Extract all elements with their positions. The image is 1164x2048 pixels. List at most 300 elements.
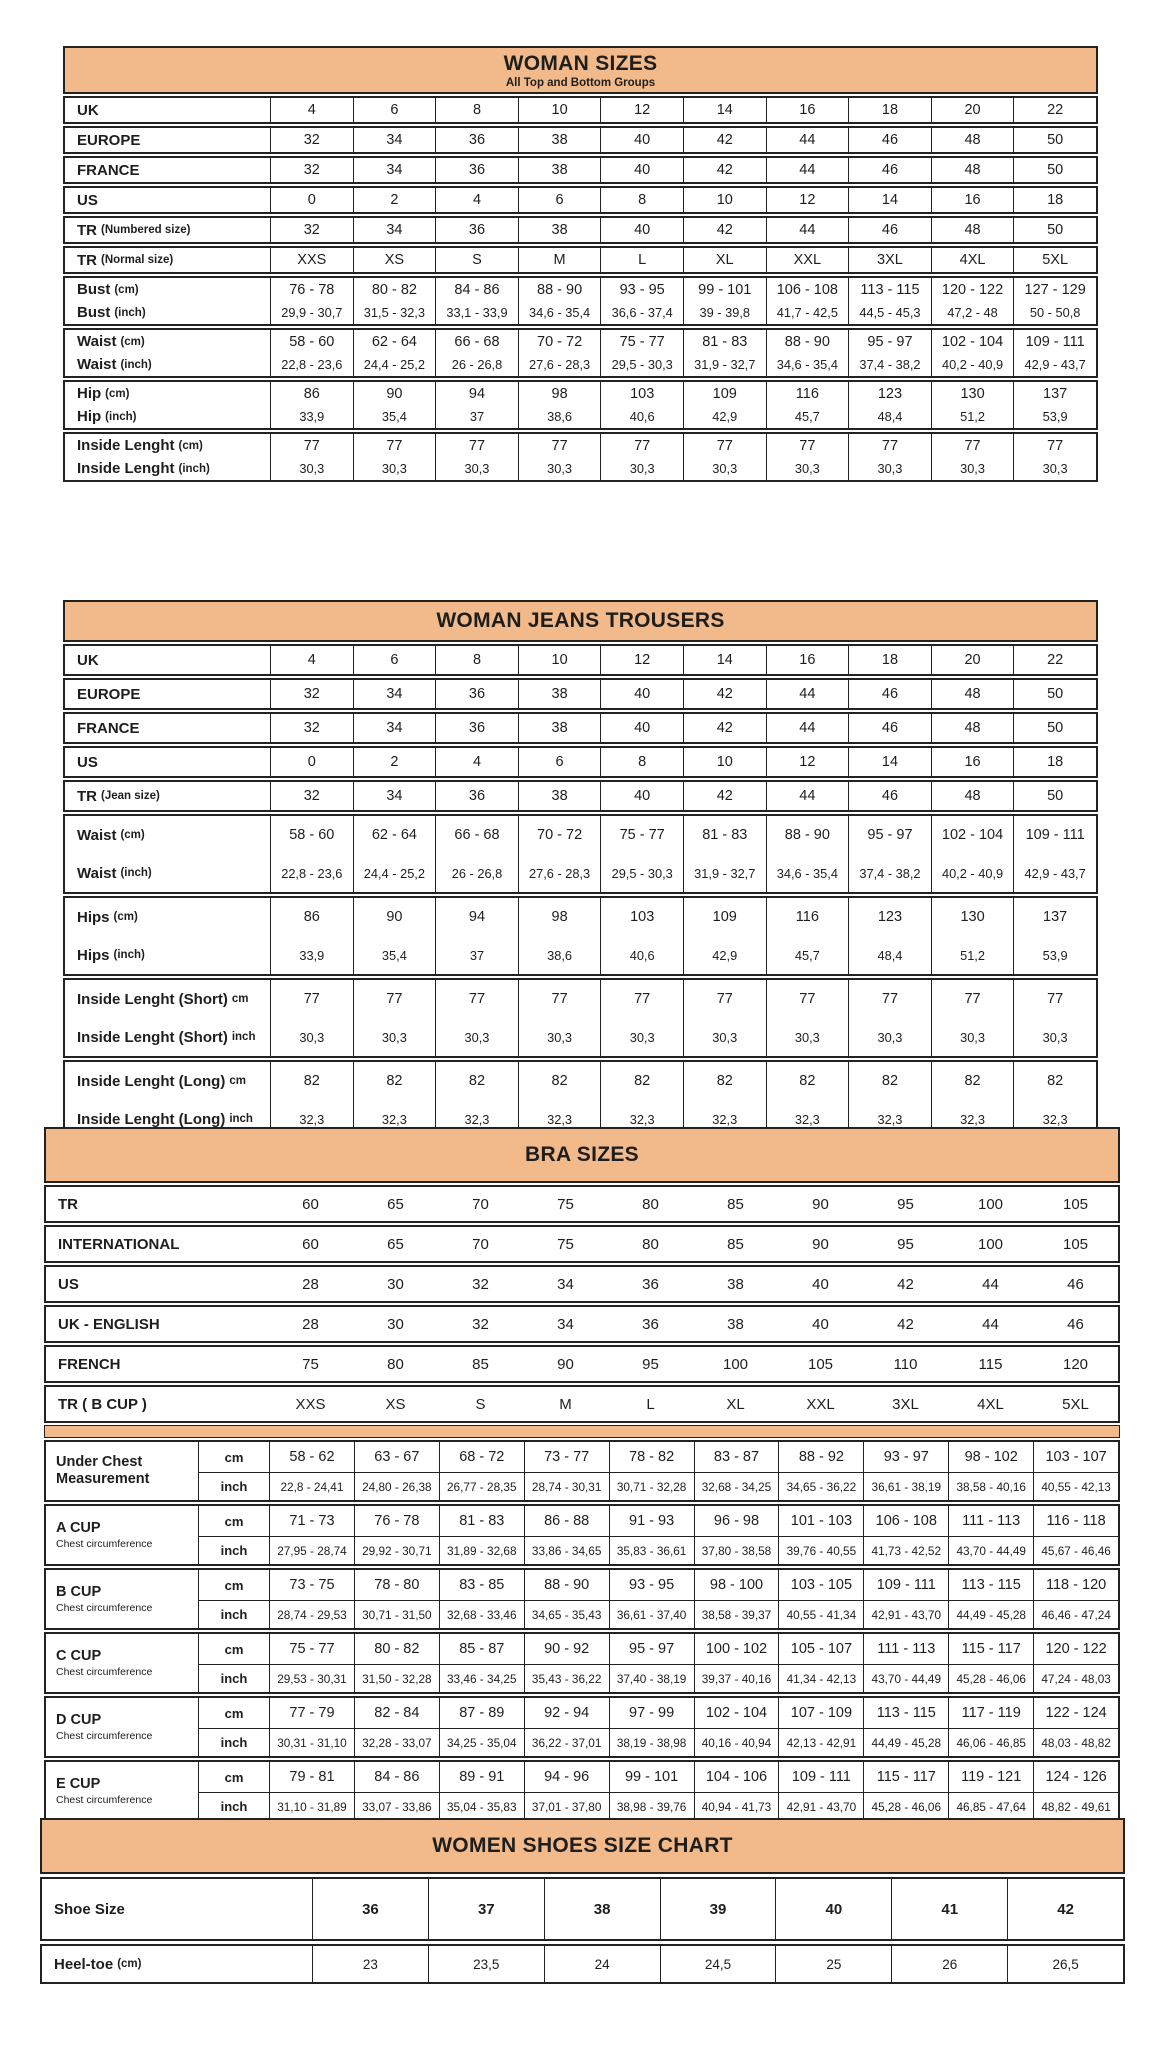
size-cell: 99 - 101 [683,278,766,301]
size-cell: 35,43 - 36,22 [524,1665,609,1692]
size-cell: 37,80 - 38,58 [694,1537,779,1564]
section-divider [44,1425,1120,1438]
row-label-text: INTERNATIONAL [58,1235,180,1253]
table-row [65,898,1096,936]
size-cell: 80 [387,1355,404,1373]
woman-jeans-table [63,600,1098,1140]
size-cell: 36,6 - 37,4 [600,301,683,324]
size-cell: 39,37 - 40,16 [694,1665,779,1692]
size-cell: L [646,1395,655,1413]
size-cell: 37,01 - 37,80 [524,1793,609,1820]
size-cell: 0 [270,188,353,212]
size-cell: S [475,1395,486,1413]
size-cell: 22 [1013,646,1096,674]
size-cell: 36,61 - 38,19 [863,1473,948,1500]
size-cell: 50 - 50,8 [1013,301,1096,324]
size-cell: 77 [435,980,518,1018]
bra-size-row-group [44,1265,1120,1303]
row-label [46,1347,268,1381]
table-row [199,1536,1118,1564]
size-cell: 120 - 122 [931,278,1014,301]
size-cell: S [435,248,518,272]
size-cell: 89 - 91 [439,1762,524,1792]
size-cell: 32,3 [931,1100,1014,1138]
size-cell: 30,3 [600,1018,683,1056]
size-cell: 30,3 [600,457,683,480]
row-label [42,1946,312,1982]
size-cell: 38 [518,782,601,810]
row-label-text: C CUP [56,1648,102,1665]
size-cell: 106 - 108 [863,1506,948,1536]
size-cell: 88 - 90 [766,330,849,353]
size-cell: 24,4 - 25,2 [353,353,436,376]
size-cell: 44 [766,128,849,152]
size-cell: 32,3 [270,1100,353,1138]
row-label-note: (inch) [113,949,145,961]
size-cell: 2 [353,748,436,776]
row-label-text: FRANCE [77,161,140,179]
size-cell: 80 - 82 [353,278,436,301]
size-cell: 40,2 - 40,9 [931,353,1014,376]
table-row [65,980,1096,1018]
size-cell: 35,04 - 35,83 [439,1793,524,1820]
table-row [65,278,1096,301]
size-cell: 95 [897,1235,914,1253]
size-row-group [63,246,1098,274]
row-label-text: TR [77,221,97,239]
size-cell: 40,2 - 40,9 [931,854,1014,892]
size-cell: 40 [812,1275,829,1293]
size-cell: 100 [977,1195,1004,1213]
size-row-group [63,814,1098,894]
bra-cup-group [44,1632,1120,1694]
row-label-note: (cm) [178,439,203,452]
size-cell: 85 - 87 [439,1634,524,1664]
unit-label: inch [220,1479,248,1494]
size-cell: 44,5 - 45,3 [848,301,931,324]
size-cell: 40 [600,714,683,742]
table-row [65,434,1096,457]
size-cell: 77 [270,434,353,457]
size-cell: 102 - 104 [931,816,1014,854]
size-cell: 105 [807,1355,834,1373]
row-label [65,434,270,457]
table-row [46,1307,1118,1341]
size-cell: 44 [982,1315,999,1333]
table-row [199,1762,1118,1792]
size-cell: 79 - 81 [269,1762,354,1792]
size-cell: 103 [600,382,683,405]
size-cell: 4 [435,748,518,776]
size-cell: 102 - 104 [694,1698,779,1728]
size-cell: 88 - 92 [778,1442,863,1472]
size-cell: 20 [931,646,1014,674]
size-cell: 42,9 [683,405,766,428]
size-cell: 30,3 [683,1018,766,1056]
size-cell: 36,61 - 37,40 [609,1601,694,1628]
row-label [46,1762,198,1820]
size-cell: 42,9 [683,936,766,974]
size-cell: 77 [766,980,849,1018]
size-cell: 45,28 - 46,06 [948,1665,1033,1692]
size-cell: 29,92 - 30,71 [354,1537,439,1564]
size-cell: 8 [600,188,683,212]
size-cell: 80 - 82 [354,1634,439,1664]
size-cell: 30,3 [518,457,601,480]
row-label [65,816,270,854]
row-label-note: Chest circumference [56,1665,153,1678]
size-cell: 45,7 [766,405,849,428]
size-cell: 38 [518,218,601,242]
table-row [46,1187,1118,1221]
size-cell: 32,3 [600,1100,683,1138]
size-cell: 18 [1013,188,1096,212]
size-cell: 4 [435,188,518,212]
size-cell: 16 [766,98,849,122]
row-label-note: cm [231,993,249,1005]
size-cell: 26,77 - 28,35 [439,1473,524,1500]
size-cell: 106 - 108 [766,278,849,301]
woman-sizes-rows [63,96,1098,482]
row-label-text: B CUP [56,1584,102,1601]
size-cell: 85 [727,1235,744,1253]
size-cell: 28,74 - 30,31 [524,1473,609,1500]
row-label-note: Chest circumference [56,1601,153,1614]
row-label [65,680,270,708]
row-label-note: (inch) [178,462,210,475]
size-cell: 41 [891,1879,1007,1939]
size-cell: 34 [353,218,436,242]
table-row [65,218,1096,242]
size-cell: 44 [766,714,849,742]
size-cell: 8 [435,646,518,674]
size-cell: 82 [353,1062,436,1100]
size-cell: 27,6 - 28,3 [518,854,601,892]
size-cell: 82 [270,1062,353,1100]
size-cell: 24,80 - 26,38 [354,1473,439,1500]
size-cell: 77 [848,980,931,1018]
size-cell: 40 [600,680,683,708]
size-cell: 77 [931,980,1014,1018]
size-cell: 105 [1062,1195,1089,1213]
size-cell: 109 [683,382,766,405]
size-cell: 23,5 [428,1946,544,1982]
row-label [65,158,270,182]
size-cell: 36 [435,128,518,152]
size-cell: 39,76 - 40,55 [778,1537,863,1564]
size-cell: 38 [727,1275,744,1293]
size-cell: 26 - 26,8 [435,353,518,376]
size-cell: M [518,248,601,272]
size-cell: 93 - 97 [863,1442,948,1472]
size-cell: 12 [600,98,683,122]
size-cell: 42 [683,782,766,810]
bra-sizes-simple-rows [44,1185,1120,1423]
size-cell: XS [385,1395,406,1413]
size-cell: 40 [775,1879,891,1939]
table-row [199,1442,1118,1472]
size-cell: 42,13 - 42,91 [778,1729,863,1756]
size-cell: 94 [435,898,518,936]
table-row [42,1946,1123,1982]
table-title: WOMEN SHOES SIZE CHART [432,1834,733,1857]
size-cell: 65 [387,1235,404,1253]
size-cell: 90 [812,1195,829,1213]
size-cell: 48 [931,782,1014,810]
size-cell: 77 [848,434,931,457]
size-cell: 40 [600,158,683,182]
row-label [65,782,270,810]
size-cell: 118 - 120 [1033,1570,1118,1600]
row-label-text: Under Chest Measurement [56,1454,150,1487]
size-cell: 22,8 - 24,41 [269,1473,354,1500]
row-label-text: Bust [77,304,111,321]
size-cell: 116 [766,898,849,936]
size-cell: 36,22 - 37,01 [524,1729,609,1756]
size-cell: 30,3 [1013,457,1096,480]
row-label-text: Shoe Size [54,1900,125,1918]
table-row [65,680,1096,708]
size-cell: 58 - 60 [270,816,353,854]
size-cell: 38,6 [518,936,601,974]
size-cell: 6 [353,98,436,122]
size-row-group [63,126,1098,154]
shoes-rows [40,1877,1125,1984]
row-label [65,382,270,405]
size-cell: 60 [302,1195,319,1213]
row-label-text: Waist [77,826,117,844]
size-cell: 82 [518,1062,601,1100]
table-title: WOMAN JEANS TROUSERS [436,609,725,632]
size-cell: XL [683,248,766,272]
size-cell: 34 [353,128,436,152]
size-cell: 6 [353,646,436,674]
size-cell: 77 [1013,434,1096,457]
size-cell: 32,68 - 33,46 [439,1601,524,1628]
table-row [46,1227,1118,1261]
table-row [65,646,1096,674]
size-cell: 130 [931,382,1014,405]
size-cell: 4XL [977,1395,1004,1413]
size-row-group [63,276,1098,326]
size-cell: 10 [518,646,601,674]
size-cell: 40,6 [600,405,683,428]
table-row [65,248,1096,272]
table-row [46,1347,1118,1381]
size-cell: 46 [848,218,931,242]
size-cell: 20 [931,98,1014,122]
size-row-group [63,380,1098,430]
size-cell: 43,70 - 44,49 [948,1537,1033,1564]
size-cell: 40 [600,782,683,810]
size-cell: 86 [270,898,353,936]
row-label-text: Waist [77,333,117,350]
size-cell: L [600,248,683,272]
size-cell: 94 - 96 [524,1762,609,1792]
size-cell: 46 [848,680,931,708]
size-cell: 29,9 - 30,7 [270,301,353,324]
size-cell: 127 - 129 [1013,278,1096,301]
table-row [199,1664,1118,1692]
size-cell: 113 - 115 [848,278,931,301]
row-label [65,330,270,353]
table-row [199,1506,1118,1536]
size-row-group [63,978,1098,1058]
size-cell: 32 [270,680,353,708]
size-cell: 58 - 62 [269,1442,354,1472]
size-cell: 46,06 - 46,85 [948,1729,1033,1756]
size-cell: 42,91 - 43,70 [778,1793,863,1820]
row-label-text: Hip [77,408,102,425]
bra-cup-rows [44,1440,1120,1822]
row-label-text: Waist [77,356,117,373]
bra-sizes-header [44,1127,1120,1183]
size-cell: 38 [518,714,601,742]
size-cell: 47,24 - 48,03 [1033,1665,1118,1692]
table-row [65,158,1096,182]
shoes-header [40,1818,1125,1874]
size-cell: 68 - 72 [439,1442,524,1472]
size-cell: 78 - 80 [354,1570,439,1600]
size-cell: 32,3 [518,1100,601,1138]
size-cell: 5XL [1013,248,1096,272]
row-label-note: (cm) [117,1958,142,1970]
size-cell: 16 [931,188,1014,212]
size-cell: 40,94 - 41,73 [694,1793,779,1820]
size-cell: 46 [848,158,931,182]
size-cell: 94 [435,382,518,405]
size-cell: 34,65 - 36,22 [778,1473,863,1500]
row-label-note: (inch) [120,867,152,879]
size-cell: 90 [353,898,436,936]
size-cell: 31,89 - 32,68 [439,1537,524,1564]
size-cell: 50 [1013,714,1096,742]
unit-label: inch [220,1543,248,1558]
row-label [46,1187,268,1221]
size-cell: 5XL [1062,1395,1089,1413]
size-cell: 32,3 [353,1100,436,1138]
size-cell: 90 - 92 [524,1634,609,1664]
row-label-text: Inside Lenght (Long) [77,1110,226,1128]
size-cell: 40 [600,128,683,152]
size-cell: 38 [544,1879,660,1939]
size-cell: 78 - 82 [609,1442,694,1472]
size-cell: 36 [642,1315,659,1333]
size-cell: 24 [544,1946,660,1982]
size-cell: 30,3 [353,457,436,480]
size-cell: 34,6 - 35,4 [766,353,849,376]
size-cell: 42,91 - 43,70 [863,1601,948,1628]
size-cell: 93 - 95 [600,278,683,301]
size-cell: 63 - 67 [354,1442,439,1472]
bra-size-row-group [44,1185,1120,1223]
size-cell: 124 - 126 [1033,1762,1118,1792]
size-cell: 77 [435,434,518,457]
size-cell: 48 [931,218,1014,242]
size-cell: 38,19 - 38,98 [609,1729,694,1756]
table-row [65,1018,1096,1056]
size-cell: 87 - 89 [439,1698,524,1728]
size-cell: 117 - 119 [948,1698,1033,1728]
size-cell: 32 [270,782,353,810]
size-cell: 8 [600,748,683,776]
size-cell: 31,50 - 32,28 [354,1665,439,1692]
row-label-text: Hip [77,385,102,402]
size-cell: 122 - 124 [1033,1698,1118,1728]
size-cell: M [559,1395,572,1413]
size-cell: 48 [931,128,1014,152]
size-cell: 27,95 - 28,74 [269,1537,354,1564]
shoes-size-table [40,1818,1125,1984]
size-cell: 31,10 - 31,89 [269,1793,354,1820]
size-cell: 102 - 104 [931,330,1014,353]
size-cell: 47,2 - 48 [931,301,1014,324]
size-cell: 16 [766,646,849,674]
row-label-text: UK [77,651,99,669]
size-cell: 32,28 - 33,07 [354,1729,439,1756]
row-label-text: Hips [77,908,110,926]
size-cell: 38,98 - 39,76 [609,1793,694,1820]
table-row [199,1728,1118,1756]
row-label [65,98,270,122]
row-label-note: (cm) [114,283,139,296]
size-cell: 48,4 [848,405,931,428]
row-label [42,1879,312,1939]
size-cell: 75 [557,1235,574,1253]
row-label [65,188,270,212]
row-label-note: Chest circumference [56,1729,153,1742]
size-cell: 105 [1062,1235,1089,1253]
size-cell: 116 [766,382,849,405]
row-label [65,248,270,272]
size-cell: 77 [353,980,436,1018]
row-label-note: Chest circumference [56,1537,153,1550]
size-cell: 33,86 - 34,65 [524,1537,609,1564]
size-cell: 35,4 [353,405,436,428]
row-label-note: (Numbered size) [101,224,191,236]
size-cell: 44 [982,1275,999,1293]
row-label [46,1698,198,1756]
size-cell: 42,9 - 43,7 [1013,854,1096,892]
bra-cup-group [44,1568,1120,1630]
size-cell: 32 [270,218,353,242]
size-cell: 31,9 - 32,7 [683,854,766,892]
size-cell: 22,8 - 23,6 [270,353,353,376]
size-cell: 8 [435,98,518,122]
size-cell: 91 - 93 [609,1506,694,1536]
row-label-note: (Normal size) [101,254,174,266]
row-label-note: cm [229,1075,246,1087]
size-cell: 50 [1013,218,1096,242]
size-cell: 111 - 113 [948,1506,1033,1536]
size-cell: 38,58 - 40,16 [948,1473,1033,1500]
table-row [65,748,1096,776]
row-label-note: (cm) [113,911,138,923]
table-row [65,816,1096,854]
table-row [46,1387,1118,1421]
table-row [199,1698,1118,1728]
row-label-text: TR ( B CUP ) [58,1395,147,1413]
size-row-group [63,328,1098,378]
row-label-note: (inch) [120,358,152,371]
table-subtitle: All Top and Bottom Groups [505,76,656,89]
size-cell: 88 - 90 [766,816,849,854]
size-row-group [63,896,1098,976]
size-cell: 103 [600,898,683,936]
row-label-text: TR [58,1195,78,1213]
size-cell: 38 [518,128,601,152]
size-cell: 115 [978,1355,1003,1373]
